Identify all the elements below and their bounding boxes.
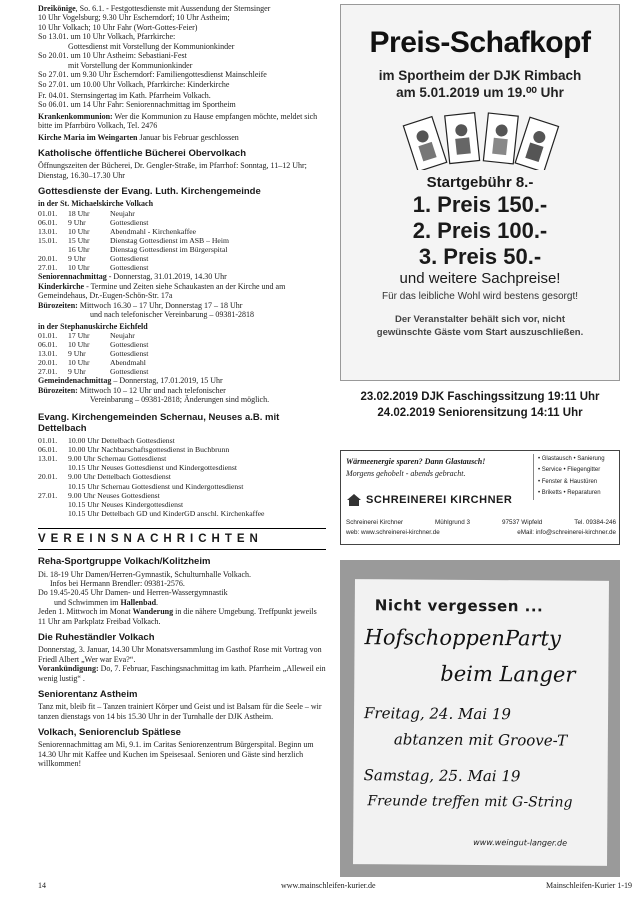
table-row: 20.01. 9.00 Uhr Dettelbach Gottesdienst xyxy=(38,472,171,482)
text-block: Donnerstag, 3. Januar, 14.30 Uhr Monatsversammlung im Gasthof Rose mit Vortrag von Friedl Albert „Wer war Eva?“. xyxy=(38,645,322,664)
text-line: So 06.01. um 14 Uhr Fahr: Seniorennachmittag im Sportheim xyxy=(38,100,236,110)
page-number: 14 xyxy=(38,881,46,890)
section-banner: VEREINSNACHRICHTEN xyxy=(38,528,326,551)
table-row: 13.01. 9 Uhr Gottesdienst xyxy=(38,349,149,359)
text-block: Vorankündigung: Do, 7. Februar, Faschingsnachmittag im kath. Pfarrheim „Alleweil ein wenig lustig“ . xyxy=(38,664,326,683)
handwritten-text: beim Langer xyxy=(440,661,576,687)
text-block: Öffnungszeiten der Bücherei, Dr. Gengler-Straße, im Pfarrhof: Sonntag, 11–12 Uhr; Dienstag, 16.30–17.30 Uhr xyxy=(38,161,307,180)
table-row: 27.01. 9 Uhr Gottesdienst xyxy=(38,367,149,377)
table-row: 27.01. 9.00 Uhr Neuses Gottesdienst xyxy=(38,490,160,500)
text-block: Seniorennachmittag am Mi, 9.1. im Caritas Seniorenzentrum Bürgerspital. Beginn um 14.30 Uhr mit Kaffee und Kuchen im Speisesaal. Senioren und Gäste sind herzlich willkommen! xyxy=(38,740,314,769)
magazine-issue: Mainschleifen-Kurier 1-19 xyxy=(546,881,632,890)
email-link[interactable]: eMail: info@schreinerei-kirchner.de xyxy=(517,529,616,536)
text-line: Kirche Maria im Weingarten Januar bis Februar geschlossen xyxy=(38,132,239,142)
ad-prize: 1. Preis 150.- xyxy=(412,191,548,217)
schedule-table xyxy=(38,436,326,518)
text-line: So 13.01. um 10 Uhr Volkach, Pfarrkirche: xyxy=(38,32,176,42)
text-line: Vereinbarung – 09381-2818; Änderungen sind möglich. xyxy=(90,395,270,405)
footer-website[interactable]: www.mainschleifen-kurier.de xyxy=(281,881,376,890)
list-item: • Fenster & Haustüren xyxy=(538,478,598,485)
section-heading: Gottesdienste der Evang. Luth. Kirchengemeinde xyxy=(38,186,261,198)
event-dates: 23.02.2019 DJK Faschingssitzung 19:11 Uhr 24.02.2019 Seniorensitzung 14:11 Uhr xyxy=(360,391,600,420)
text-line: Krankenkommunion: Wer die Kommunion zu Hause empfangen möchte, meldet sich bitte im Pfarrbüro Volkach, Tel. 2476 xyxy=(38,111,318,131)
text-line: und Schwimmen im Hallenbad. xyxy=(54,597,159,607)
schedule-table xyxy=(38,331,326,376)
company-address: Schreinerei Kirchner Mühlgrund 3 97537 Wipfeld Tel. 09384-246 xyxy=(346,519,616,526)
service-list xyxy=(533,454,615,500)
text-line: Do 19.45-20.45 Uhr Damen- und Herren-Wassergymnastik xyxy=(38,588,228,598)
list-item: • Glastausch • Sanierung xyxy=(538,456,605,462)
company-contact xyxy=(346,529,616,536)
text-line: Seniorennachmittag - Donnerstag, 31.01.2019, 14.30 Uhr xyxy=(38,272,227,282)
left-column xyxy=(38,4,326,769)
table-row: 06.01. 10.00 Uhr Nachbarschaftsgottesdienst in Buchbrunn xyxy=(38,445,230,455)
table-row: 01.01. 18 Uhr Neujahr xyxy=(38,208,135,218)
text-line: mit Vorstellung der Kommunionkinder xyxy=(68,60,193,70)
note-paper xyxy=(353,579,609,866)
schafkopf-ad xyxy=(340,4,620,381)
table-row: 20.01. 9 Uhr Gottesdienst xyxy=(38,254,149,264)
text-line: und nach telefonischer Vereinbarung – 09381-2818 xyxy=(90,310,255,320)
text-line: Fr. 04.01. Sternsingertag im Kath. Pfarrheim Volkach. xyxy=(38,90,211,100)
ad-slogan: Wärmeenergie sparen? Dann Glastausch! Morgens gehobelt - abends gebracht. xyxy=(346,457,486,478)
subheading: in der St. Michaelskirche Volkach xyxy=(38,199,154,209)
table-row: 15.01. 15 Uhr Dienstag Gottesdienst im ASB – Heim xyxy=(38,236,229,246)
ad-heading: Nicht vergessen ... xyxy=(374,596,544,616)
section-heading: Reha-Sportgruppe Volkach/Kolitzheim xyxy=(38,556,211,568)
text-line: Di. 18-19 Uhr Damen/Herren-Gymnastik, Schulturnhalle Volkach. xyxy=(38,569,251,579)
company-logo: SCHREINEREI KIRCHNER xyxy=(346,493,512,507)
list-item: • Service • Fliegengitter xyxy=(538,467,601,474)
house-icon xyxy=(346,493,362,507)
ad-title: Preis-Schafkopf xyxy=(369,26,591,59)
text-line: 10 Uhr Volkach; 10 Uhr Fahr (Wort-Gottes-Feier) xyxy=(38,22,198,32)
text-block: Jeden 1. Mittwoch im Monat Wanderung in die nähere Umgebung. Treffpunkt jeweils 11 Uhr am Parkplatz Freibad Volkach. xyxy=(38,607,317,626)
handwritten-text: Freitag, 24. Mai 19 xyxy=(363,704,512,724)
subheading: in der Stephanuskirche Eichfeld xyxy=(38,321,148,331)
table-row: 10.15 Uhr Neuses Gottesdienst und Kindergottesdienst xyxy=(68,463,237,473)
schreinerei-ad xyxy=(340,450,620,545)
table-row: 06.01. 10 Uhr Gottesdienst xyxy=(38,340,149,350)
text-line: Bürozeiten: Mittwoch 16.30 – 17 Uhr, Donnerstag 17 – 18 Uhr xyxy=(38,300,243,310)
text-block: Tanz mit, bleib fit – Tanzen trainiert Körper und Geist und ist Balsam für die Seele – wir tanzen dienstags von 14 bis 15.30 Uhr in der Turnhalle der DJK Astheim. xyxy=(38,702,322,721)
table-row: 10.15 Uhr Dettelbach GD und KinderGD anschl. Kirchenkaffee xyxy=(68,508,265,518)
table-row: 10.15 Uhr Schernau Gottesdienst und Kindergottesdienst xyxy=(68,481,244,491)
playing-cards-icon xyxy=(395,110,565,170)
table-row: 27.01. 10 Uhr Gottesdienst xyxy=(38,263,149,273)
ad-notice: Der Veranstalter behält sich vor, nicht gewünschte Gäste vom Start auszuschließen. xyxy=(376,314,584,339)
section-heading: Die Ruheständler Volkach xyxy=(38,632,155,644)
ad-prize: 3. Preis 50.- xyxy=(418,243,542,269)
schedule-table xyxy=(38,209,326,273)
text-line: Dreikönige, So. 6.1. - Festgottesdienste mit Aussendung der Sternsinger xyxy=(38,4,271,13)
table-row: 13.01. 9.00 Uhr Schernau Gottesdienst xyxy=(38,454,167,464)
text-line: 10 Uhr Vogelsburg; 9.30 Uhr Escherndorf; 10 Uhr Astheim; xyxy=(38,13,230,23)
text-line: So 27.01. um 10.00 Uhr Volkach, Pfarrkirche: Kinderkirche xyxy=(38,79,230,89)
text-line: So 20.01. um 10 Uhr Astheim: Sebastiani-Fest xyxy=(38,51,187,61)
text-line: Gemeindenachmittag – Donnerstag, 17.01.2019, 15 Uhr xyxy=(38,376,223,386)
text-line: Infos bei Hermann Brendler: 09381-2576. xyxy=(50,579,185,589)
hofschoppen-ad xyxy=(340,560,620,877)
text-line: Gottesdienst mit Vorstellung der Kommunionkinder xyxy=(68,41,235,51)
section-heading: Volkach, Seniorenclub Spätlese xyxy=(38,727,181,739)
table-row: 10.15 Uhr Neuses Kindergottesdienst xyxy=(68,499,184,509)
website-link[interactable]: www.weingut-langer.de xyxy=(473,837,568,848)
right-column xyxy=(340,4,620,848)
table-row: 01.01. 10.00 Uhr Dettelbach Gottesdienst xyxy=(38,436,175,446)
handwritten-text: Samstag, 25. Mai 19 xyxy=(363,766,521,786)
handwritten-text: Freunde treffen mit G-String xyxy=(367,793,573,811)
table-row: 16 Uhr Dienstag Gottesdienst im Bürgerspital xyxy=(68,245,228,255)
website-link[interactable]: web: www.schreinerei-kirchner.de xyxy=(346,529,440,536)
text-line: Kinderkirche - Termine und Zeiten siehe Schaukasten an der Kirche und am Gemeindehaus, Dr.-Eugen-Schön-Str. 17a xyxy=(38,281,286,301)
section-heading: Seniorentanz Astheim xyxy=(38,689,138,701)
table-row: 13.01. 10 Uhr Abendmahl - Kirchenkaffee xyxy=(38,227,197,236)
ad-text: Für das leibliche Wohl wird bestens gesorgt! xyxy=(381,291,579,303)
handwritten-text: abtanzen mit Groove-T xyxy=(393,730,568,750)
list-item: • Briketts • Reparaturen xyxy=(538,490,601,497)
ad-text: und weitere Sachpreise! xyxy=(399,269,561,287)
section-heading: Katholische öffentliche Bücherei Obervolkach xyxy=(38,148,246,160)
section-heading: Evang. Kirchengemeinden Schernau, Neuses a.B. mit Dettelbach xyxy=(38,411,280,434)
table-row: 06.01. 9 Uhr Gottesdienst xyxy=(38,217,149,227)
handwritten-title: HofschoppenParty xyxy=(364,625,561,651)
ad-prize: 2. Preis 100.- xyxy=(412,217,548,243)
ad-fee: Startgebühr 8.- xyxy=(426,174,534,192)
table-row: 01.01. 17 Uhr Neujahr xyxy=(38,331,135,341)
ad-subtitle: im Sportheim der DJK Rimbach am 5.01.2019 um 19.⁰⁰ Uhr xyxy=(378,68,582,101)
table-row: 20.01. 10 Uhr Abendmahl xyxy=(38,358,146,368)
text-line: Bürozeiten: Mittwoch 10 – 12 Uhr und nach telefonischer xyxy=(38,385,226,395)
text-line: So 27.01. um 9.30 Uhr Escherndorf: Familiengottesdienst Mainschleife xyxy=(38,70,267,80)
